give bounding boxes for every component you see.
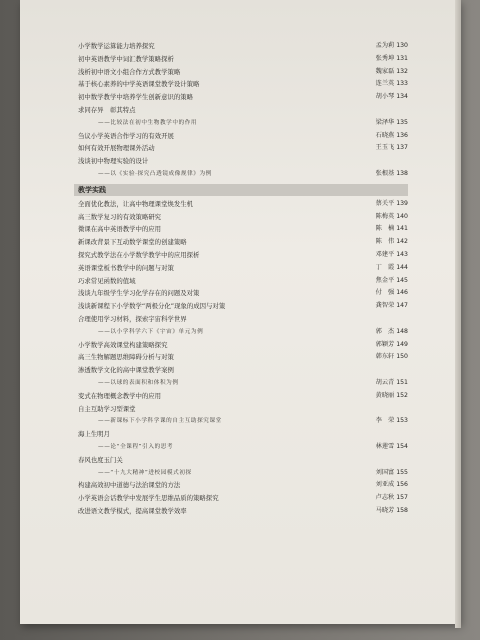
entry-title: 浅析初中语文小组合作方式教学策略 [78,67,181,76]
page-edge [455,0,461,628]
entry-page-number: 136 [396,131,408,139]
entry-author-page [376,262,408,275]
entry-author-page [376,198,408,211]
entry-page-number: 144 [396,263,408,271]
toc-subtitle-row [78,415,408,428]
toc-entry [78,155,408,168]
entry-author-page [376,479,408,492]
section-title: 教学实践 [78,185,106,194]
entry-title: 初中英语教学中词汇教学策略探析 [78,54,174,63]
entry-author-page [376,91,408,104]
entry-author-page [376,168,408,181]
toc-entry [78,454,408,467]
entry-page-number: 155 [396,468,408,476]
entry-author: 李 荣 [375,417,395,425]
entry-page-number: 158 [396,506,408,514]
entry-author: 龚智荣 [375,302,395,310]
toc-subtitle-row [78,377,408,390]
entry-author-page [376,415,408,428]
entry-title: 小学数学高效课堂构建策略探究 [78,340,168,349]
entry-author: 刘亚成 [375,481,395,489]
toc-entry [78,53,408,66]
toc-entry [78,505,408,518]
entry-title: 基于核心素养的中学英语课堂教学设计策略 [78,80,200,89]
toc-entry [78,78,408,91]
entry-author: 邓建平 [375,250,395,258]
entry-author-page [376,390,408,403]
entry-page-number: 146 [396,289,408,297]
entry-page-number: 154 [396,442,408,450]
toc-entry [78,403,408,416]
entry-author-page [376,492,408,505]
entry-author-page [376,441,408,454]
entry-title: 英语课堂板书教学中的问题与对策 [78,263,174,272]
entry-author-page [376,467,408,480]
entry-page-number: 133 [396,80,408,88]
entry-title: 浅谈九年级学生学习化学存在的问题及对策 [78,289,200,298]
entry-author-page [376,117,408,130]
toc-entry [78,223,408,236]
entry-author: 胡云青 [375,378,395,386]
entry-author: 王玉飞 [375,144,395,152]
toc-entry [78,300,408,313]
entry-title: 小学数学运算能力培养探究 [78,42,155,50]
entry-page-number: 139 [396,199,408,207]
entry-page-number: 151 [396,378,408,386]
entry-title: 改进语文教学模式，提高课堂教学效率 [78,506,187,515]
toc-entry [78,364,408,377]
entry-author: 蔡关平 [375,199,395,207]
entry-author-page [376,505,408,518]
toc-entry [78,66,408,79]
entry-author: 付 强 [375,289,395,297]
entry-title: 巧求常见函数的值域 [78,276,136,285]
entry-title: 如何有效开展物理课外活动 [78,144,155,153]
toc-subtitle-row [78,326,408,339]
toc-entry [78,262,408,275]
entry-title: ——以《实验·探究凸透镜成像规律》为例 [98,170,212,177]
entry-author-page [376,40,408,53]
toc-entry [78,104,408,117]
entry-author: 丁 霞 [375,263,395,271]
entry-author: 卢志秋 [375,494,395,502]
entry-author: 刘国富 [375,468,395,476]
entry-page-number: 145 [396,276,408,284]
entry-title: 合理使用学习材料，探索宇宙科学世界 [78,314,187,323]
entry-title: 浅谈初中物理实验的设计 [78,157,149,166]
entry-author-page [376,66,408,79]
entry-author: 梁泽华 [375,118,395,126]
toc-entry [78,287,408,300]
entry-title: ——新课标下小学科学课的自主互助探究课堂 [98,418,222,425]
entry-author-page [376,236,408,249]
entry-title: ——比较法在初中生物教学中的作用 [98,119,198,126]
entry-page-number: 143 [396,250,408,258]
entry-author: 连兰英 [375,80,395,88]
toc-page [20,0,460,624]
entry-author: 黄晓丽 [375,391,395,399]
toc-subtitle-row [78,117,408,130]
entry-author-page [376,211,408,224]
table-of-contents [78,40,408,518]
entry-title: 浅谈新课程下小学数学“两极分化”现象的成因与对策 [78,302,226,311]
entry-page-number: 142 [396,238,408,246]
entry-title: 新课改背景下互动数学课堂的创建策略 [78,238,187,247]
entry-page-number: 141 [396,225,408,233]
entry-author-page [376,339,408,352]
toc-entry [78,492,408,505]
entry-page-number: 140 [396,212,408,220]
entry-author: 孟为莉 [375,42,395,49]
entry-title: 变式在物理概念教学中的应用 [78,391,162,400]
toc-entry [78,91,408,104]
section-heading [74,184,408,196]
entry-author: 陈 楠 [375,225,395,233]
entry-author-page [376,377,408,390]
entry-title: 求同存异 彰其特点 [78,105,136,114]
entry-title: 构建高效初中道德与法治课堂的方法 [78,481,181,490]
toc-entry [78,211,408,224]
toc-subtitle-row [78,168,408,181]
entry-author-page [376,130,408,143]
entry-author: 马晓芳 [375,506,395,514]
entry-author: 陈梅英 [375,212,395,220]
entry-page-number: 156 [396,481,408,489]
entry-title: 海上生明月 [78,430,110,439]
entry-author: 郭 杰 [375,327,395,335]
entry-title: 探究式教学法在小学数学教学中的应用探析 [78,250,200,259]
entry-title: 渗透数学文化的高中课堂教学案例 [78,366,174,375]
entry-title: ——以球的表面积和体积为例 [98,379,179,386]
entry-author: 林莲雪 [375,442,395,450]
entry-title: 春风也度玉门关 [78,455,123,464]
entry-title: 初中数学教学中培养学生创新意识的策略 [78,93,194,102]
entry-author-page [376,275,408,288]
toc-entry [78,236,408,249]
toc-subtitle-row [78,467,408,480]
entry-author: 焦金平 [375,276,395,284]
entry-page-number: 153 [396,417,408,425]
toc-entry [78,428,408,441]
entry-page-number: 150 [396,353,408,361]
entry-author-page [376,287,408,300]
toc-entry [78,249,408,262]
entry-author: 魏家磊 [375,67,395,75]
entry-page-number: 131 [396,54,408,62]
toc-entry [78,313,408,326]
toc-entry [78,40,408,53]
entry-title: 高三数学复习的有效策略研究 [78,212,162,221]
entry-author-page [376,223,408,236]
entry-title: ——以小学科学六下《宇宙》单元为例 [98,328,204,335]
entry-title: 高三生物解题思维障碍分析与对策 [78,353,174,362]
entry-title: ——论“全课程”引入的思考 [98,443,174,450]
entry-author: 石晓燕 [375,131,395,139]
toc-subtitle-row [78,441,408,454]
entry-title: ——“十九大精神”进校园模式初探 [98,469,192,476]
toc-entry [78,198,408,211]
entry-title: 小学英语会话教学中发展学生思维品质的策略探究 [78,494,219,503]
entry-author: 陈 伟 [375,238,395,246]
entry-author: 张根基 [375,169,395,177]
entry-page-number: 135 [396,118,408,126]
toc-entry [78,275,408,288]
entry-author-page [376,300,408,313]
entry-author: 韩东轩 [375,353,395,361]
entry-author-page [376,53,408,66]
entry-author: 郭颖芳 [375,340,395,348]
toc-entry [78,390,408,403]
entry-author-page [376,142,408,155]
entry-title: 自主互助学习型课堂 [78,404,136,413]
entry-page-number: 147 [396,302,408,310]
entry-page-number: 134 [396,93,408,101]
entry-author: 胡小琴 [375,93,395,101]
entry-title: 微课在高中英语教学中的应用 [78,225,162,234]
entry-page-number: 137 [396,144,408,152]
toc-entry [78,130,408,143]
entry-page-number: 152 [396,391,408,399]
entry-page-number: 148 [396,327,408,335]
entry-page-number: 132 [396,67,408,75]
entry-author-page [376,249,408,262]
entry-title: 全面优化教法，让高中物理课堂焕发生机 [78,199,194,208]
entry-page-number: 130 [396,42,408,49]
entry-author: 张秀坤 [375,54,395,62]
toc-entry [78,351,408,364]
entry-author-page [376,78,408,91]
entry-page-number: 157 [396,494,408,502]
entry-author-page [376,351,408,364]
toc-entry [78,142,408,155]
entry-title: 刍议小学英语合作学习的有效开展 [78,131,174,140]
toc-entry [78,339,408,352]
entry-author-page [376,326,408,339]
toc-entry [78,479,408,492]
entry-page-number: 138 [396,169,408,177]
entry-page-number: 149 [396,340,408,348]
